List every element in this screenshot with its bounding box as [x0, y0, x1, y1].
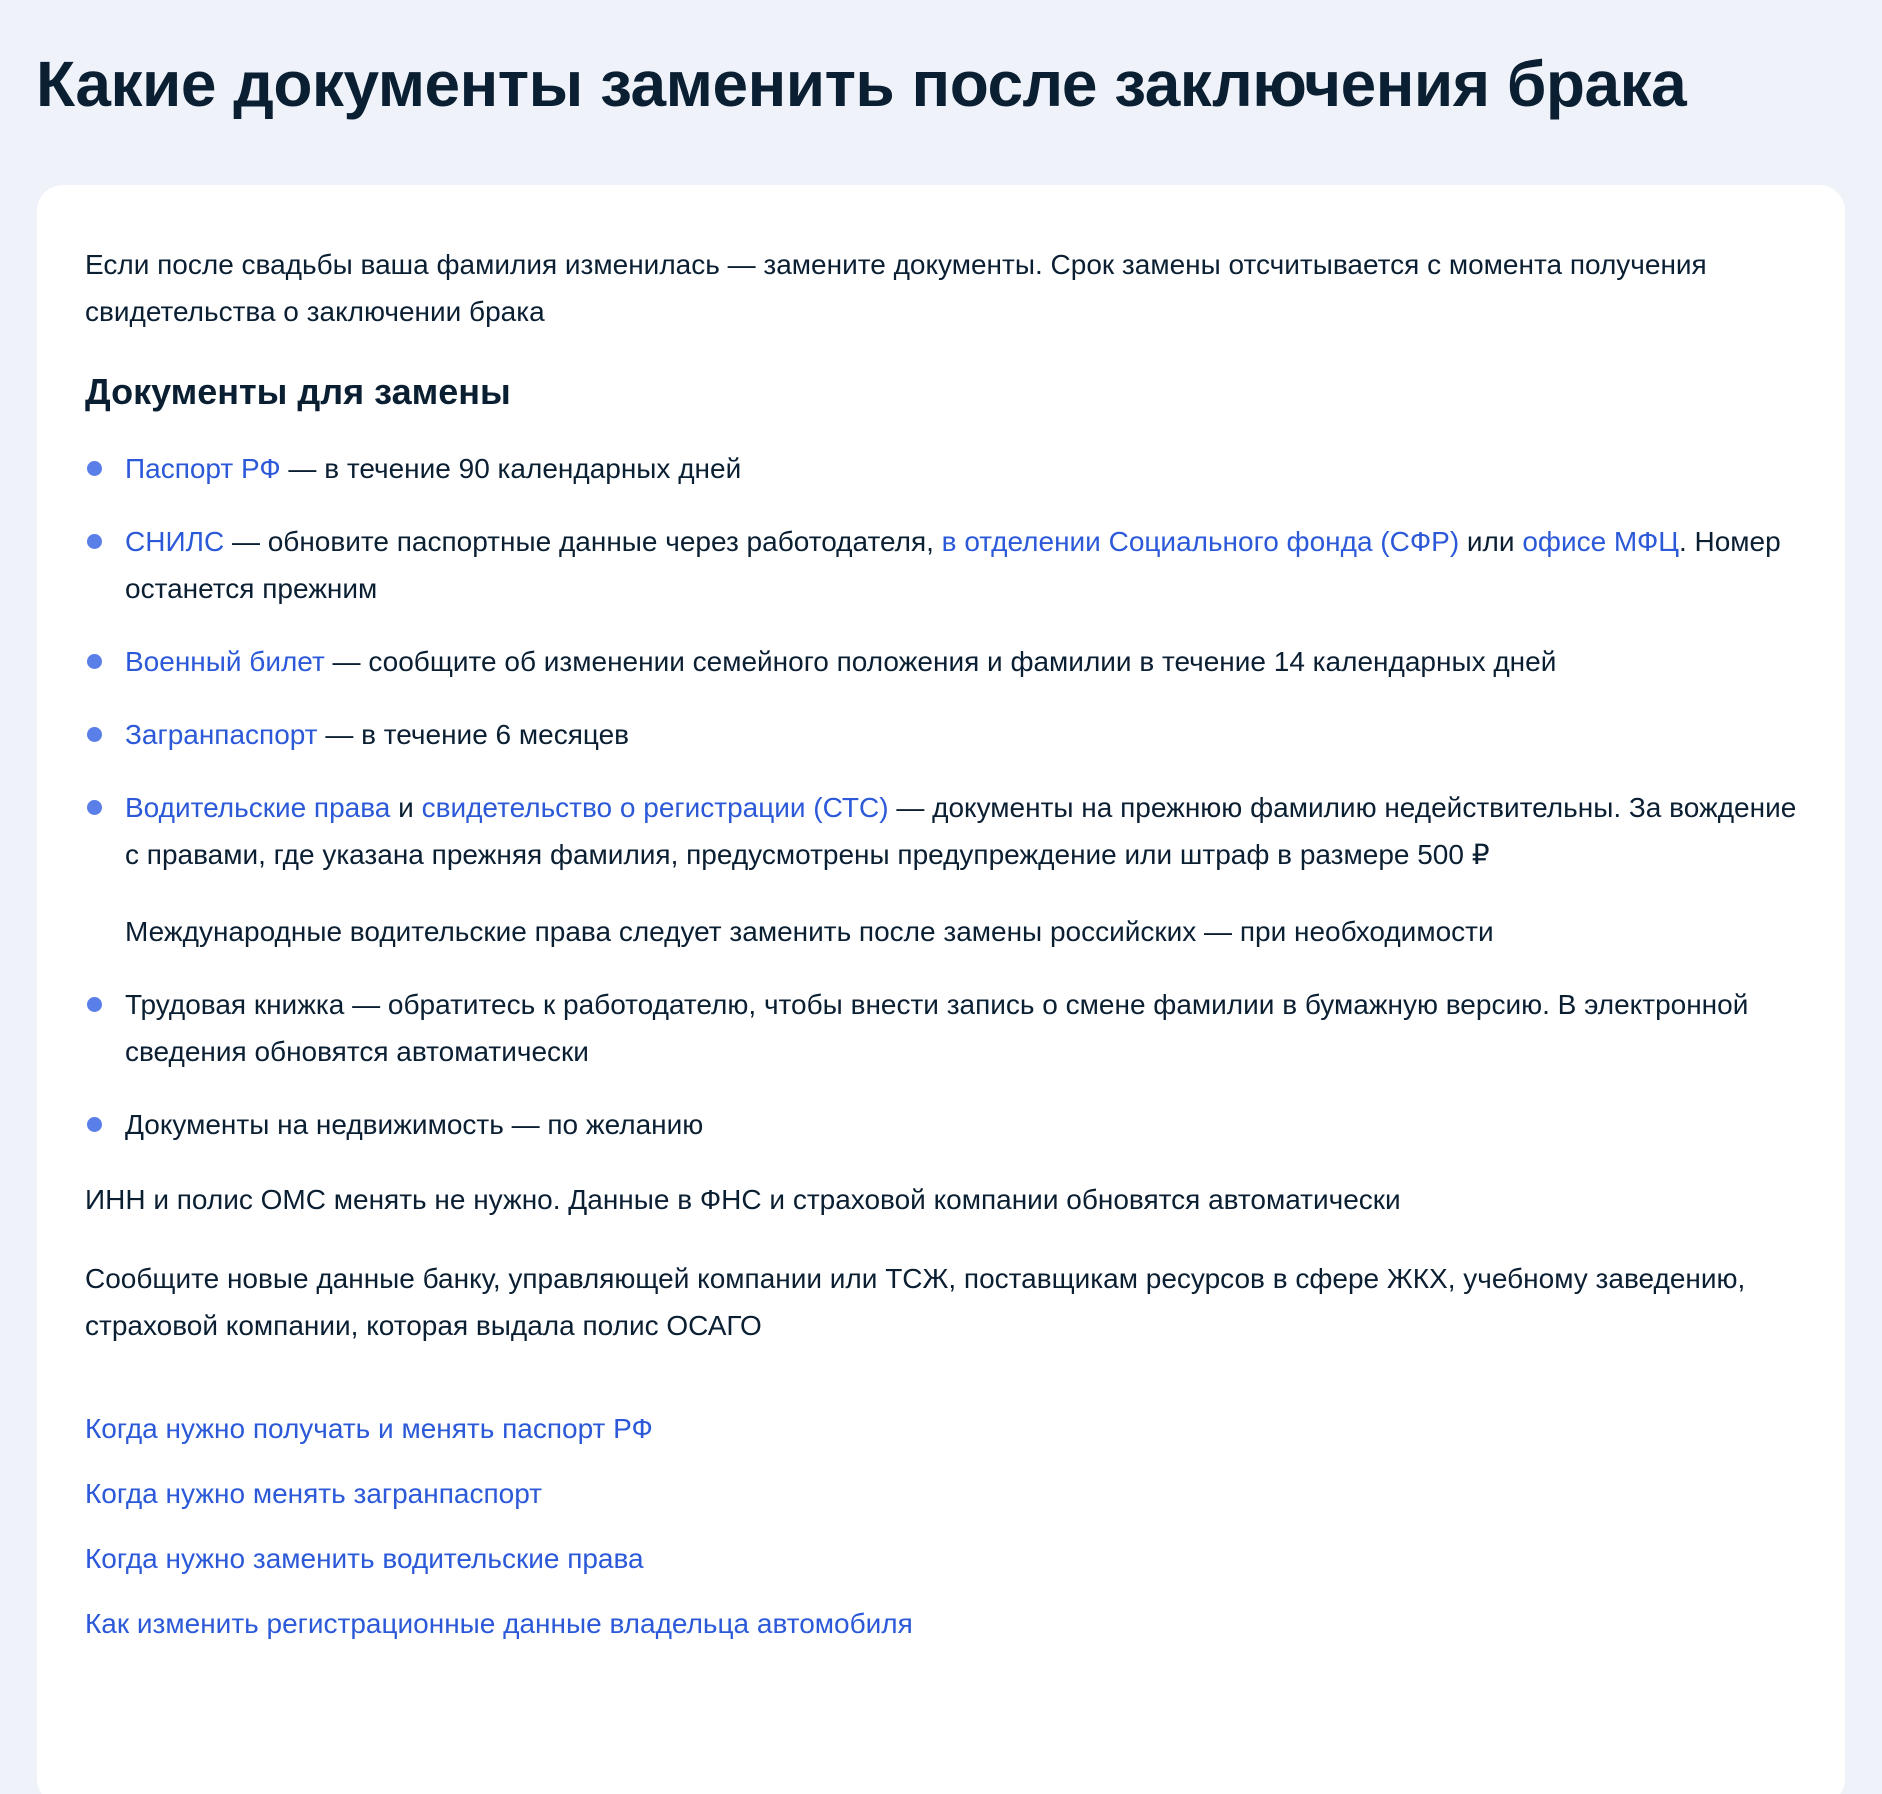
list-item-text: Трудовая книжка — обратитесь к работодателю, чтобы внести запись о смене фамилии в бумажную версию. В электронной сведения обновятся автоматически	[125, 989, 1749, 1067]
list-item-text: — в течение 6 месяцев	[317, 719, 630, 750]
bullet-icon	[87, 800, 102, 815]
list-item-text: . Номер останется прежним	[125, 526, 1781, 604]
paragraph-notify-organizations: Сообщите новые данные банку, управляющей компании или ТСЖ, поставщикам ресурсов в сфере ЖКХ, учебному заведению, страховой компании, которая выдала полис ОСАГО	[85, 1263, 1746, 1341]
related-link-row	[85, 1405, 1797, 1452]
bullet-icon	[87, 1117, 102, 1132]
inline-link[interactable]: Водительские права	[125, 792, 391, 823]
bullet-icon	[87, 997, 102, 1012]
inline-link[interactable]: Военный билет	[125, 646, 325, 677]
list-item	[85, 784, 1797, 955]
list-item-text: — сообщите об изменении семейного положения и фамилии в течение 14 календарных дней	[324, 646, 1557, 677]
page	[0, 46, 1882, 1794]
paragraph-inn-oms: ИНН и полис ОМС менять не нужно. Данные в ФНС и страховой компании обновятся автоматически	[85, 1184, 1401, 1215]
related-link[interactable]: Когда нужно получать и менять паспорт РФ	[85, 1413, 653, 1444]
list-item-text: — обновите паспортные данные через работодателя,	[224, 526, 942, 557]
inline-link[interactable]: офисе МФЦ	[1522, 526, 1679, 557]
list-item	[85, 518, 1797, 612]
list-item-text: — документы на прежнюю фамилию недействительны. За вождение с правами, где указана прежняя фамилия, предусмотрены предупреждение или штраф в размере 500 ₽	[125, 792, 1797, 870]
list-item	[85, 981, 1797, 1075]
list-item-text: Документы на недвижимость — по желанию	[125, 1109, 704, 1140]
inline-link[interactable]: свидетельство о регистрации (СТС)	[421, 792, 889, 823]
related-link[interactable]: Когда нужно менять загранпаспорт	[85, 1478, 542, 1509]
inline-link[interactable]: в отделении Социального фонда (СФР)	[941, 526, 1460, 557]
related-link-row	[85, 1600, 1797, 1647]
list-item	[85, 638, 1797, 685]
inline-link[interactable]: Паспорт РФ	[125, 453, 281, 484]
related-link[interactable]: Когда нужно заменить водительские права	[85, 1543, 644, 1574]
related-link-row	[85, 1470, 1797, 1517]
inline-link[interactable]: Загранпаспорт	[125, 719, 318, 750]
list-item	[85, 1101, 1797, 1148]
bullet-icon	[87, 654, 102, 669]
list-item	[85, 445, 1797, 492]
bullet-icon	[87, 534, 102, 549]
bullet-icon	[87, 461, 102, 476]
list-item-text: или	[1459, 526, 1523, 557]
list-item-text: — в течение 90 календарных дней	[280, 453, 742, 484]
list-item-note: Международные водительские права следует заменить после замены российских — при необходимости	[125, 916, 1494, 947]
inline-link[interactable]: СНИЛС	[125, 526, 225, 557]
section-heading: Документы для замены	[85, 371, 511, 412]
related-link-row	[85, 1535, 1797, 1582]
related-links	[85, 1405, 1797, 1647]
bullet-icon	[87, 727, 102, 742]
intro-paragraph: Если после свадьбы ваша фамилия изменилась — замените документы. Срок замены отсчитывается с момента получения свидетельства о заключении брака	[85, 249, 1707, 327]
content-card	[37, 185, 1845, 1794]
documents-list	[85, 445, 1797, 1148]
list-item	[85, 711, 1797, 758]
page-title: Какие документы заменить после заключения брака	[36, 48, 1687, 120]
list-item-text: и	[390, 792, 422, 823]
related-link[interactable]: Как изменить регистрационные данные владельца автомобиля	[85, 1608, 913, 1639]
